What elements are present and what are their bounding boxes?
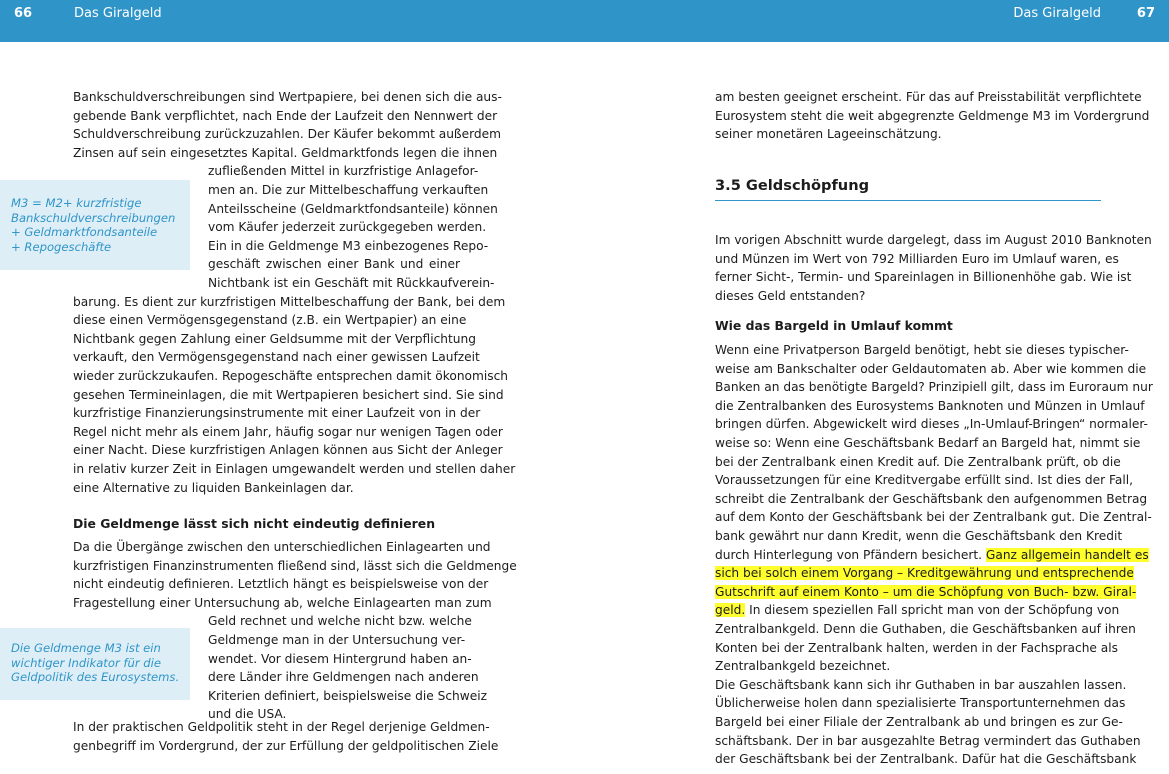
text-line (73, 460, 516, 479)
text-line (73, 441, 503, 460)
text-line (715, 546, 1149, 565)
text-line (715, 250, 1119, 269)
page-number-right: 67 (1136, 6, 1155, 21)
text-line (715, 713, 1123, 732)
text-line (208, 274, 495, 293)
text-line (715, 508, 1152, 527)
text-line (73, 88, 502, 107)
text-segment: gesehen Termineinlagen, die mit Wertpapieren besichert sind. Sie sind (73, 387, 504, 402)
text-segment: men an. Die zur Mittelbeschaffung verkauften (208, 183, 489, 197)
text-segment: kurzfristige Finanzierungsinstrumente mit einer Laufzeit von in der (73, 406, 481, 421)
highlighted-text: Ganz allgemein handelt es (985, 547, 1149, 562)
highlighted-text: sich bei solch einem Vorgang – Kreditgewährung und entsprechende (715, 566, 1134, 581)
text-segment: geschäft zwischen einer Bank und einer (208, 257, 460, 272)
text-segment: vom Käufer jederzeit zurückgegeben werden. (208, 220, 487, 235)
page-number-left: 66 (14, 6, 33, 21)
text-line (73, 594, 492, 613)
text-segment: Fragestellung einer Untersuchung ab, welche Einlagearten man zum (73, 595, 492, 610)
text-line (73, 311, 467, 330)
text-line (208, 181, 489, 200)
text-line (715, 88, 1142, 107)
text-line (715, 453, 1121, 472)
text-segment: Bargeld bei einer Filiale der Zentralbank ab und bringen es zur Ge- (715, 715, 1123, 729)
text-segment: und Münzen im Wert von 792 Milliarden Euro im Umlauf waren, es (715, 251, 1119, 266)
text-segment: barung. Es dient zur kurzfristigen Mittelbeschaffung der Bank, bei dem (73, 294, 506, 309)
text-line (715, 125, 1101, 144)
text-segment: Bankschuldverschreibungen sind Wertpapiere, bei denen sich die aus- (73, 90, 502, 104)
text-segment: bank gewährt nur dann Kredit, wenn die Geschäftsbank den Kredit (715, 529, 1123, 543)
text-line (73, 386, 504, 405)
text-segment: Banken an das benötigte Bargeld? Prinzipiell gilt, dass im Euroraum nur (715, 380, 1153, 395)
text-line (73, 367, 509, 386)
text-segment: Voraussetzungen für eine Kreditvergabe erfüllt sind. Ist dies der Fall, (715, 473, 1133, 488)
text-line (208, 612, 472, 631)
text-line (715, 397, 1145, 416)
text-segment: Ein in die Geldmenge M3 einbezogenes Repo- (208, 238, 489, 253)
sidenote-line: + Geldmarktfondsanteile (11, 225, 158, 239)
text-segment: schreibt die Zentralbank der Geschäftsbank den aufgenommen Betrag (715, 491, 1148, 506)
text-line (73, 538, 491, 557)
text-segment: eine Alternative zu liquiden Bankeinlagen dar. (73, 480, 354, 495)
text-line (208, 668, 479, 687)
text-line (73, 348, 480, 367)
text-line (715, 415, 1148, 434)
text-segment: Zentralbankgeld. Denn die Guthaben, die Geschäftsbanken auf ihren (715, 622, 1136, 636)
text-segment: einer Nacht. Diese kurzfristigen Anlagen können aus Sicht der Anleger (73, 443, 503, 458)
text-segment: nicht eindeutig definieren. Letztlich hängt es beispielsweise von der (73, 577, 489, 592)
text-segment: In der praktischen Geldpolitik steht in der Regel derjenige Geldmen- (73, 720, 490, 734)
text-line (715, 434, 1141, 453)
text-segment: Eurosystem steht die weit abgegrenzte Geldmenge M3 im Vordergrund (715, 108, 1150, 123)
text-segment: dieses Geld entstanden? (715, 288, 866, 303)
header-bar (0, 0, 1169, 42)
text-line (715, 564, 1134, 583)
text-line (208, 237, 489, 256)
text-line (73, 404, 481, 423)
sidenote-line: wichtiger Indikator für die (11, 655, 161, 670)
text-line (208, 687, 488, 706)
text-segment: dere Länder ihre Geldmengen nach anderen (208, 670, 479, 685)
text-line (715, 601, 1120, 620)
text-line (73, 557, 517, 576)
text-line (715, 583, 1137, 602)
sidenote-line: Bankschuldverschreibungen (11, 210, 176, 225)
text-line (715, 694, 1126, 713)
text-segment: weise so: Wenn eine Geschäftsbank Bedarf an Bargeld hat, nimmt sie (715, 436, 1141, 450)
right-subheading: Wie das Bargeld in Umlauf kommt (715, 318, 953, 333)
text-segment: Nichtbank ist ein Geschäft mit Rückkaufverein- (208, 276, 495, 290)
text-segment: genbegriff im Vordergrund, der zur Erfüllung der geldpolitischen Ziele (73, 738, 499, 753)
text-segment: Konten bei der Zentralbank halten, werden in der Fachsprache als (715, 640, 1119, 655)
text-segment: schäftsbank. Der in bar ausgezahlte Betrag vermindert das Guthaben (715, 733, 1141, 748)
sidenote-line: Geldpolitik des Eurosystems. (11, 670, 180, 684)
text-line (715, 107, 1150, 126)
text-line (715, 639, 1119, 658)
text-line (73, 575, 489, 594)
text-line (715, 620, 1136, 639)
text-line (208, 255, 460, 274)
text-line (208, 162, 479, 181)
sidenote-line: M3 = M2+ kurzfristige (11, 196, 142, 210)
text-line (73, 718, 490, 737)
text-line (73, 107, 498, 126)
text-segment: verkauft, den Vermögensgegenstand nach einer gewissen Laufzeit (73, 350, 480, 365)
text-line (208, 631, 466, 650)
text-line (73, 423, 503, 442)
text-segment: durch Hinterlegung von Pfändern besichert. (715, 547, 983, 562)
text-segment: Zentralbankgeld bezeichnet. (715, 659, 891, 674)
text-line (715, 676, 1127, 695)
text-line (715, 231, 1152, 250)
text-segment: wieder zurückzukaufen. Repogeschäfte entsprechen damit ökonomisch (73, 369, 509, 383)
running-head-right: Das Giralgeld (1013, 6, 1101, 21)
text-line (73, 330, 476, 349)
text-line (715, 732, 1141, 751)
running-head-left: Das Giralgeld (74, 6, 162, 21)
text-line (208, 218, 487, 237)
text-segment: kurzfristigen Finanzinstrumenten fließend sind, lässt sich die Geldmenge (73, 558, 517, 573)
text-segment: Geldmenge man in der Untersuchung ver- (208, 633, 466, 647)
section-title: 3.5 Geldschöpfung (715, 176, 1101, 201)
text-line (73, 144, 498, 163)
text-segment: auf dem Konto der Geschäftsbank bei der Zentralbank gut. Die Zentral- (715, 510, 1152, 525)
text-segment: zufließenden Mittel in kurzfristige Anlagefor- (208, 164, 479, 179)
text-segment: diese einen Vermögensgegenstand (z.B. ein Wertpapier) an eine (73, 313, 467, 328)
text-segment: in relativ kurzer Zeit in Einlagen umgewandelt werden und stellen daher (73, 462, 516, 476)
text-segment: Zinsen auf sein eingesetztes Kapital. Geldmarktfonds legen die ihnen (73, 145, 498, 160)
text-segment: der Geschäftsbank bei der Zentralbank. Dafür hat die Geschäftsbank (715, 752, 1137, 767)
text-segment: seiner monetären Lageeinschätzung. (715, 127, 942, 142)
text-segment: Nichtbank gegen Zahlung einer Geldsumme mit der Verpflichtung (73, 331, 476, 346)
text-line (73, 737, 499, 756)
text-line (715, 471, 1133, 490)
text-line (715, 527, 1123, 546)
text-line (208, 200, 498, 219)
text-segment: Schuldverschreibung zurückzuzahlen. Der Käufer bekommt außerdem (73, 127, 502, 142)
sidenote-m3-indicator (0, 628, 190, 700)
text-line (73, 293, 506, 312)
sidenote-line: + Repogeschäfte (11, 239, 112, 254)
text-segment: bringen dürfen. Abgewickelt wird dieses „In-Umlauf-Bringen“ normaler- (715, 417, 1148, 432)
sidenote-line: Die Geldmenge M3 ist ein (11, 641, 161, 655)
text-line (208, 650, 472, 669)
text-segment: Die Geschäftsbank kann sich ihr Guthaben in bar auszahlen lassen. (715, 677, 1127, 692)
text-segment: Üblicherweise holen dann spezialisierte Transportunternehmen das (715, 696, 1126, 711)
text-segment: wendet. Vor diesem Hintergrund haben an- (208, 651, 472, 666)
text-segment: Wenn eine Privatperson Bargeld benötigt, hebt sie dieses typischer- (715, 343, 1129, 357)
text-segment: Kriterien definiert, beispielsweise die Schweiz (208, 688, 488, 703)
text-line (715, 341, 1129, 360)
text-line (73, 479, 460, 498)
text-segment: ferner Sicht-, Termin- und Spareinlagen in Billionenhöhe gab. Wie ist (715, 270, 1132, 285)
text-line (715, 490, 1148, 509)
text-segment: weise am Bankschalter oder Geldautomaten ab. Aber wie kommen die (715, 361, 1147, 376)
text-segment: Im vorigen Abschnitt wurde dargelegt, dass im August 2010 Banknoten (715, 233, 1152, 247)
text-segment: bei der Zentralbank einen Kredit auf. Die Zentralbank prüft, ob die (715, 454, 1121, 469)
text-line (715, 378, 1153, 397)
text-segment: die Zentralbanken des Eurosystems Banknoten und Münzen in Umlauf (715, 398, 1145, 413)
text-segment: Geld rechnet und welche nicht bzw. welche (208, 614, 472, 629)
left-subheading: Die Geldmenge lässt sich nicht eindeutig definieren (73, 516, 436, 531)
sidenote-m3-definition (0, 180, 190, 270)
text-line (73, 125, 502, 144)
text-segment: Anteilsscheine (Geldmarktfondsanteile) können (208, 201, 498, 216)
highlighted-text: Gutschrift auf einem Konto – um die Schöpfung von Buch- bzw. Giral- (715, 584, 1137, 599)
text-segment: In diesem speziellen Fall spricht man von der Schöpfung von (749, 603, 1120, 618)
text-segment: und die USA. (208, 707, 287, 722)
text-line (715, 657, 1101, 676)
text-line (715, 750, 1137, 769)
text-segment: am besten geeignet erscheint. Für das auf Preisstabilität verpflichtete (715, 90, 1142, 104)
text-segment: Da die Übergänge zwischen den unterschiedlichen Einlagearten und (73, 540, 491, 554)
text-line (715, 287, 1101, 306)
highlighted-text: geld. (715, 603, 746, 618)
text-line (715, 360, 1147, 379)
text-line (715, 268, 1132, 287)
text-segment: gebende Bank verpflichtet, nach Ende der Laufzeit den Nennwert der (73, 108, 498, 123)
text-segment: Regel nicht mehr als einem Jahr, häufig sogar nur wenigen Tagen oder (73, 424, 503, 439)
